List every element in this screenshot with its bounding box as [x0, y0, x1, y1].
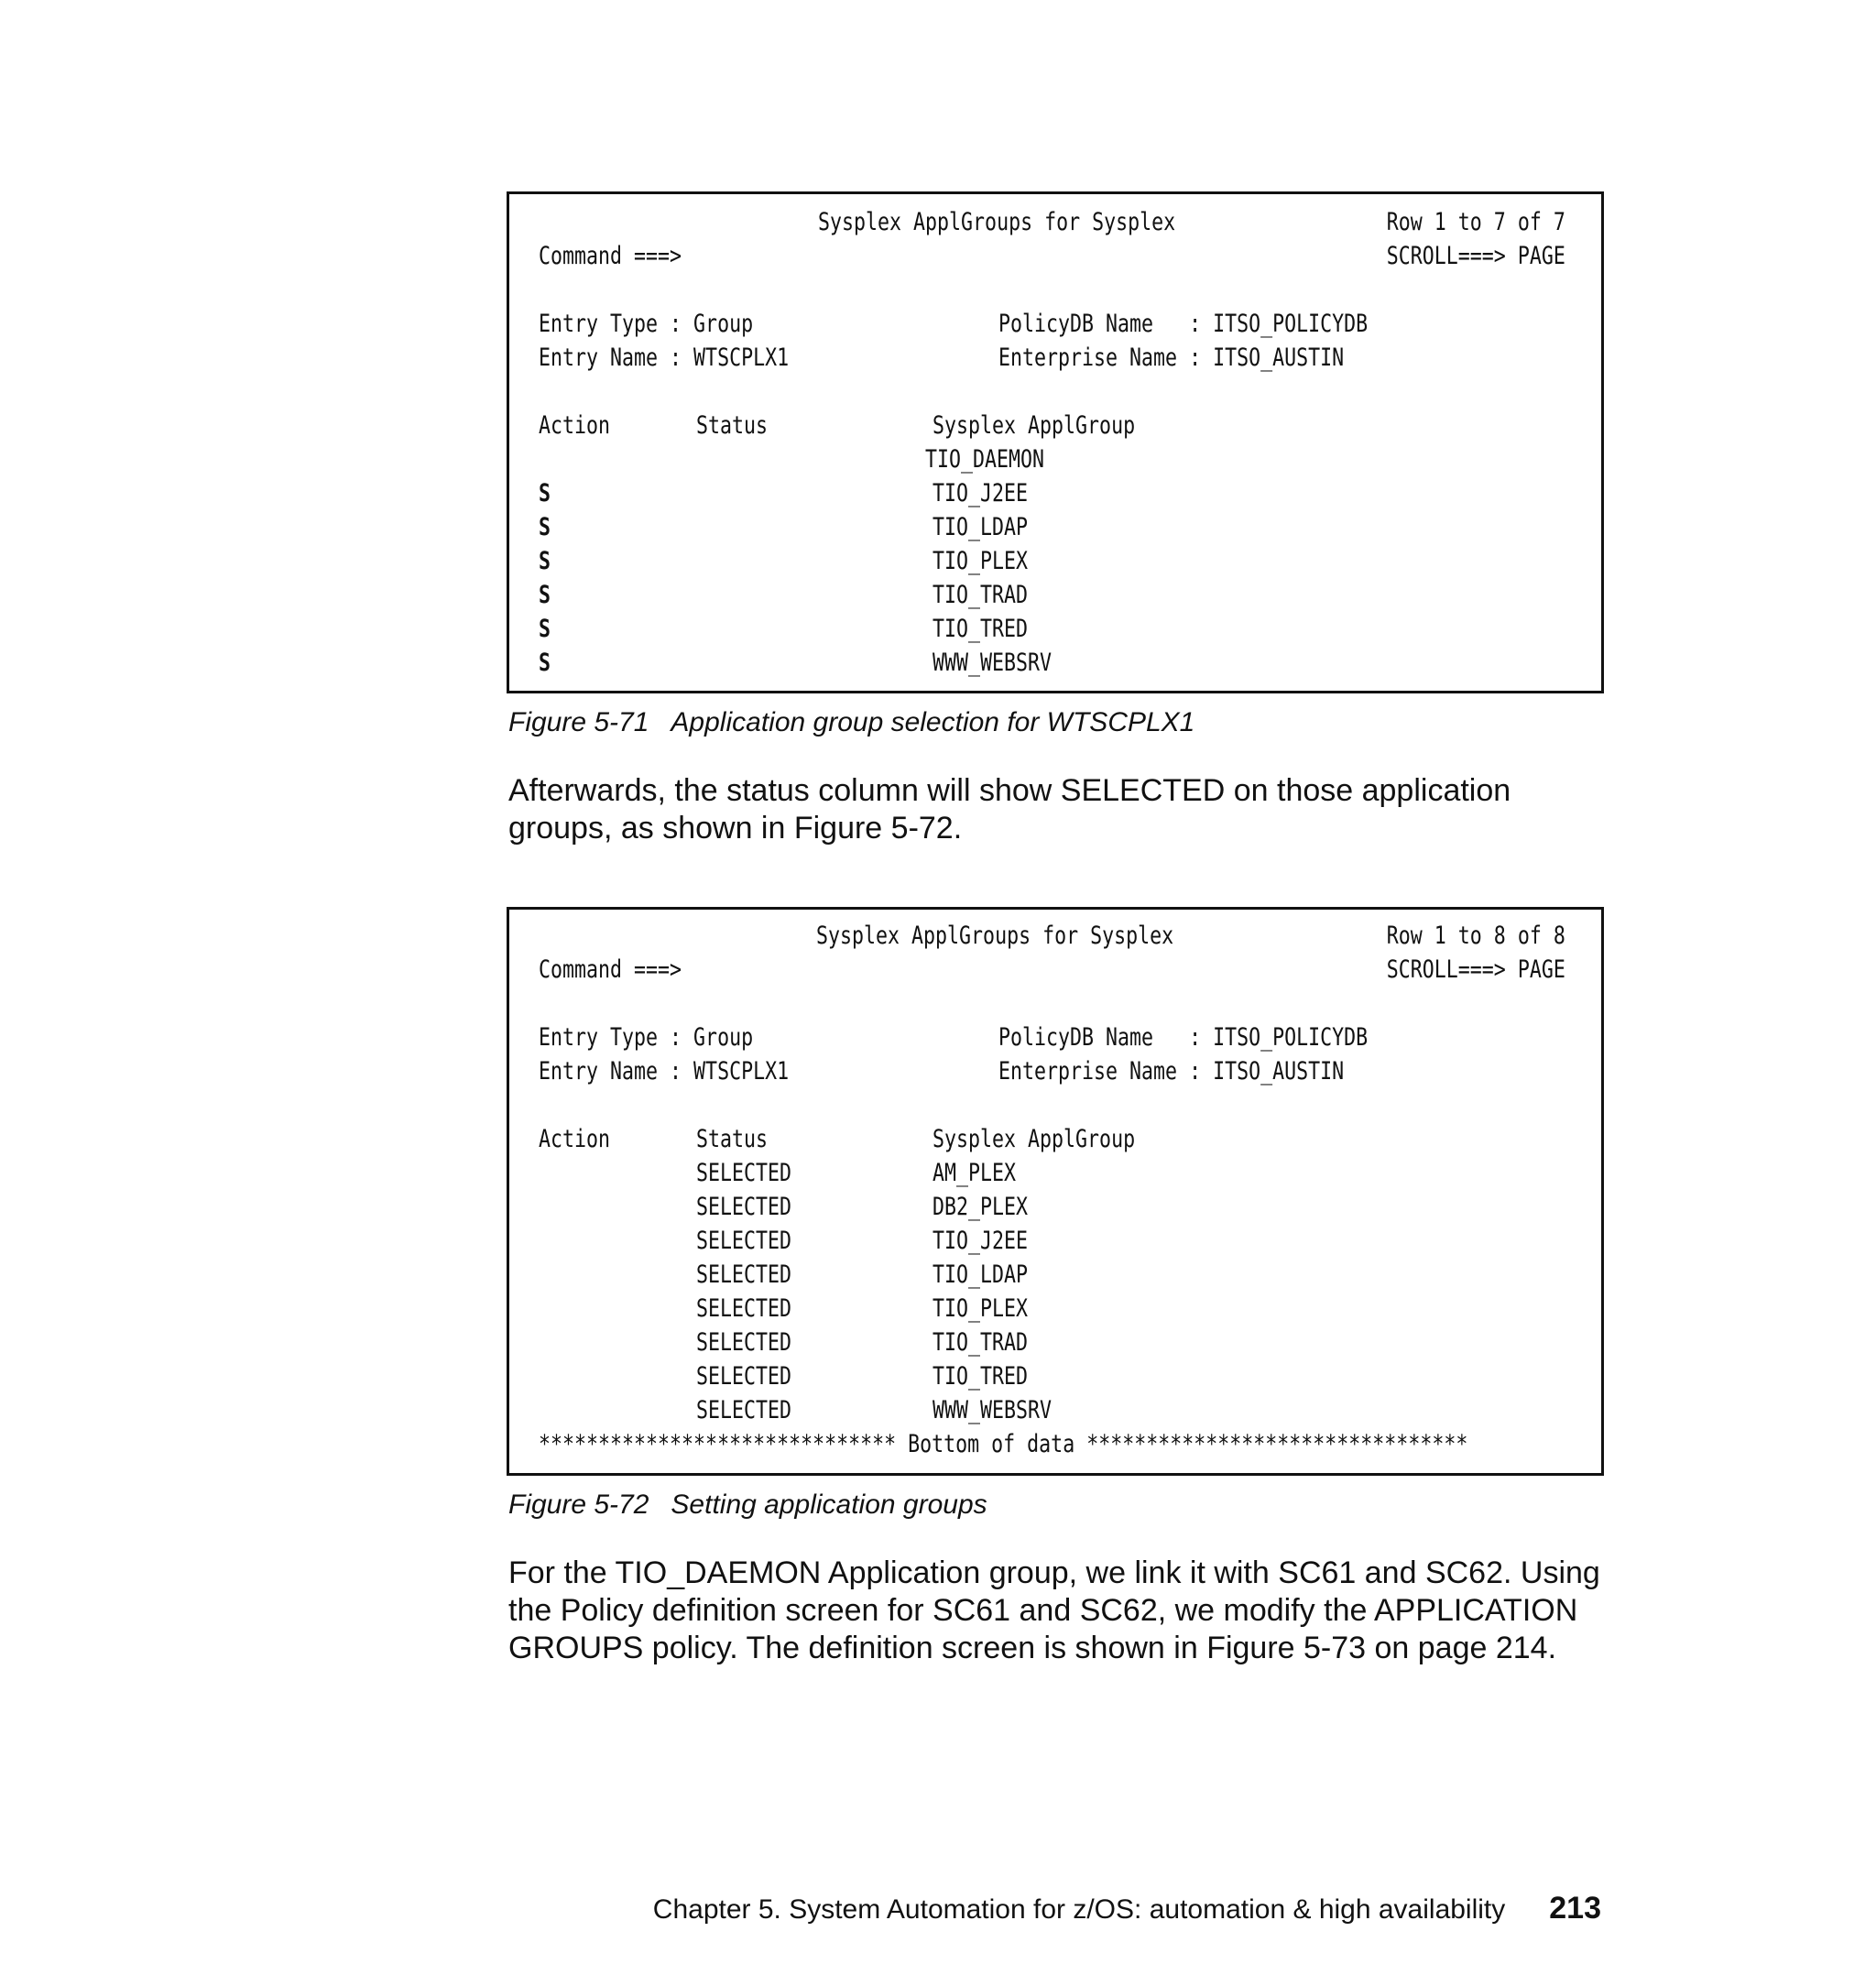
screen-title: Sysplex ApplGroups for Sysplex — [818, 208, 1176, 236]
figure-5-72-screen — [507, 907, 1604, 1476]
figure-number: Figure 5-72 — [508, 1490, 649, 1520]
enterprise-label: Enterprise Name : ITSO_AUSTIN — [998, 1057, 1345, 1086]
bottom-of-data-line: ****************************** Bottom of data ******************************** — [539, 1430, 1468, 1458]
row-action[interactable]: S — [539, 479, 551, 507]
row-group: TIO_PLEX — [933, 1294, 1029, 1323]
screen-title: Sysplex ApplGroups for Sysplex — [816, 922, 1174, 950]
figure-caption — [508, 1489, 987, 1522]
row-group: TIO_LDAP — [933, 1260, 1029, 1289]
row-group: TIO_TRAD — [933, 1328, 1029, 1357]
column-header-sysplex-applgroup: Sysplex ApplGroup — [933, 411, 1136, 440]
column-header-sysplex-applgroup: Sysplex ApplGroup — [933, 1125, 1136, 1153]
page-footer — [653, 1892, 1601, 1926]
row-status: SELECTED — [696, 1159, 792, 1187]
row-group: WWW_WEBSRV — [933, 1396, 1053, 1424]
scroll-label: SCROLL===> PAGE — [1386, 955, 1565, 984]
entry-type-label: Entry Type : Group — [539, 1023, 754, 1052]
row-group: TIO_J2EE — [933, 1227, 1029, 1255]
row-group: TIO_TRAD — [933, 581, 1029, 609]
scroll-label: SCROLL===> PAGE — [1386, 242, 1565, 270]
command-label: Command ===> — [539, 242, 682, 270]
row-status: SELECTED — [696, 1396, 792, 1424]
row-info: Row 1 to 8 of 8 — [1386, 922, 1565, 950]
entry-name-label: Entry Name : WTSCPLX1 — [539, 344, 790, 372]
row-status: SELECTED — [696, 1362, 792, 1391]
page-number: 213 — [1549, 1891, 1601, 1926]
body-paragraph: Afterwards, the status column will show SELECTED on those application groups, as shown in Figure 5-72. — [508, 773, 1511, 846]
column-header-action: Action — [539, 1125, 611, 1153]
figure-caption-text: Setting application groups — [671, 1490, 987, 1520]
row-group: TIO_PLEX — [933, 547, 1029, 575]
enterprise-label: Enterprise Name : ITSO_AUSTIN — [998, 344, 1345, 372]
row-info: Row 1 to 7 of 7 — [1386, 208, 1565, 236]
figure-caption-text: Application group selection for WTSCPLX1 — [671, 707, 1195, 737]
row-action[interactable]: S — [539, 547, 551, 575]
row-action[interactable]: S — [539, 513, 551, 541]
row-group: DB2_PLEX — [933, 1193, 1029, 1221]
row-group: TIO_DAEMON — [925, 445, 1045, 474]
entry-type-label: Entry Type : Group — [539, 310, 754, 338]
column-header-status: Status — [696, 411, 769, 440]
row-group: TIO_J2EE — [933, 479, 1029, 507]
row-group: TIO_TRED — [933, 1362, 1029, 1391]
row-status: SELECTED — [696, 1260, 792, 1289]
command-label: Command ===> — [539, 955, 682, 984]
row-status: SELECTED — [696, 1227, 792, 1255]
row-group: AM_PLEX — [933, 1159, 1017, 1187]
row-group: TIO_TRED — [933, 615, 1029, 643]
entry-name-label: Entry Name : WTSCPLX1 — [539, 1057, 790, 1086]
column-header-status: Status — [696, 1125, 769, 1153]
row-action[interactable]: S — [539, 615, 551, 643]
policydb-label: PolicyDB Name : ITSO_POLICYDB — [998, 310, 1369, 338]
column-header-action: Action — [539, 411, 611, 440]
policydb-label: PolicyDB Name : ITSO_POLICYDB — [998, 1023, 1369, 1052]
body-paragraph: For the TIO_DAEMON Application group, we link it with SC61 and SC62. Using the Policy definition screen for SC61 and SC62, we modify the APPLICATION GROUPS policy. The definition screen is shown in Figure 5-73 on page 214. — [508, 1555, 1600, 1665]
row-status: SELECTED — [696, 1328, 792, 1357]
footer-chapter-title: Chapter 5. System Automation for z/OS: automation & high availability — [652, 1894, 1506, 1925]
row-group: TIO_LDAP — [933, 513, 1029, 541]
row-status: SELECTED — [696, 1294, 792, 1323]
row-status: SELECTED — [696, 1193, 792, 1221]
row-action[interactable]: S — [539, 649, 551, 677]
figure-5-71-screen — [507, 191, 1604, 693]
figure-caption — [508, 706, 1194, 739]
row-group: WWW_WEBSRV — [933, 649, 1053, 677]
row-action[interactable]: S — [539, 581, 551, 609]
figure-number: Figure 5-71 — [508, 707, 649, 737]
